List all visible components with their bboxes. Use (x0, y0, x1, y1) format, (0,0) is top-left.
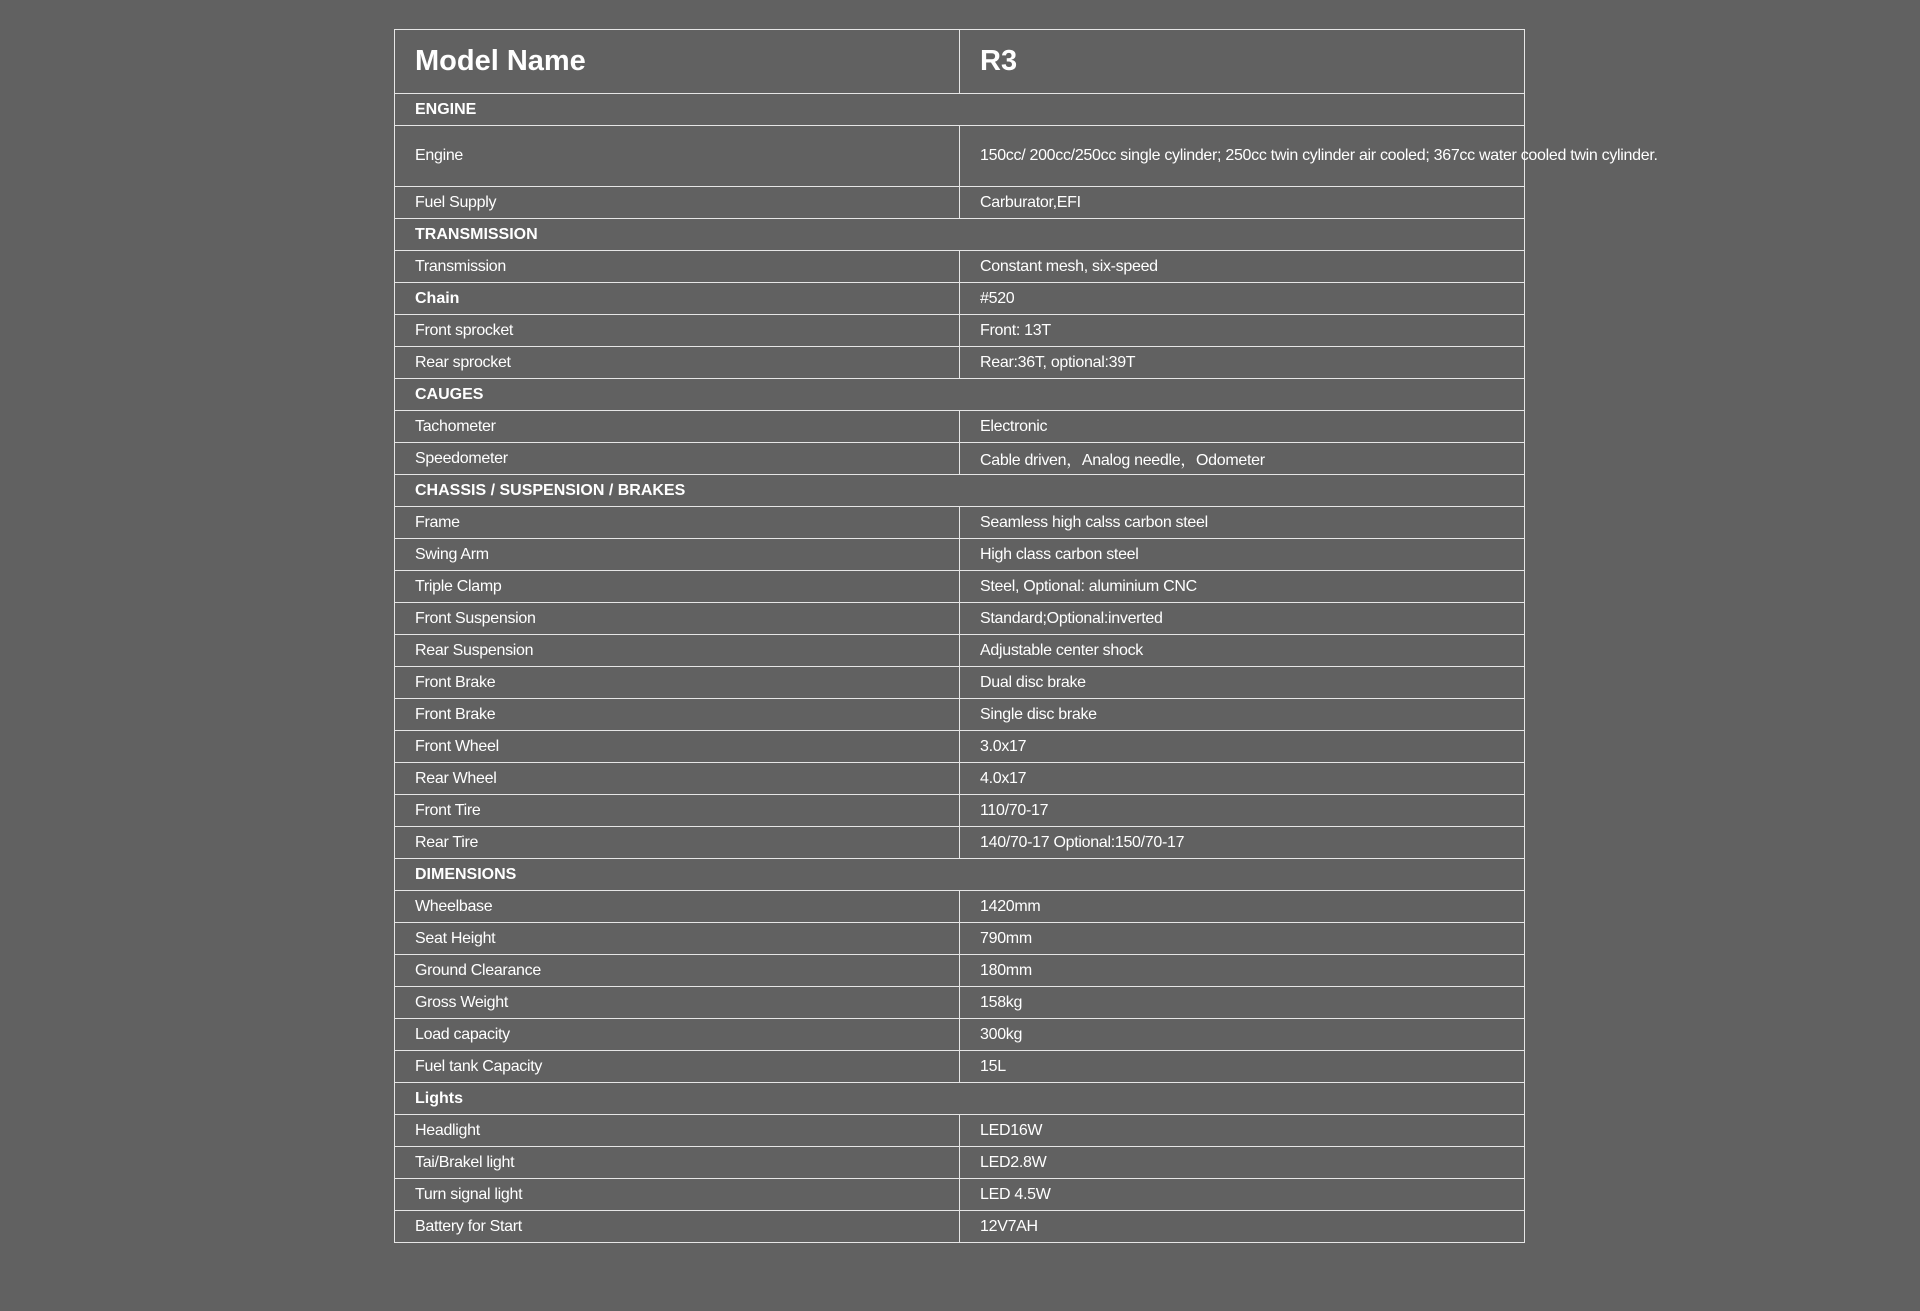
section-header-row (395, 379, 1525, 411)
spec-row (395, 1051, 1525, 1083)
spec-label: Frame (395, 507, 960, 539)
spec-row (395, 1211, 1525, 1243)
spec-row (395, 283, 1525, 315)
spec-row (395, 571, 1525, 603)
spec-value: 790mm (960, 923, 1525, 955)
section-title: CHASSIS / SUSPENSION / BRAKES (395, 475, 1525, 507)
spec-value: Seamless high calss carbon steel (960, 507, 1525, 539)
section-title: TRANSMISSION (395, 219, 1525, 251)
model-name-value: R3 (960, 30, 1525, 94)
spec-label: Front Brake (395, 699, 960, 731)
spec-row (395, 667, 1525, 699)
section-header-row (395, 859, 1525, 891)
spec-row (395, 699, 1525, 731)
spec-label: Gross Weight (395, 987, 960, 1019)
spec-row (395, 603, 1525, 635)
spec-row (395, 347, 1525, 379)
spec-value: LED 4.5W (960, 1179, 1525, 1211)
spec-label: Front Tire (395, 795, 960, 827)
spec-row (395, 126, 1525, 187)
spec-row (395, 763, 1525, 795)
spec-label: Front Brake (395, 667, 960, 699)
spec-value: 158kg (960, 987, 1525, 1019)
spec-label: Battery for Start (395, 1211, 960, 1243)
spec-label: Speedometer (395, 443, 960, 475)
spec-row (395, 315, 1525, 347)
spec-value: 150cc/ 200cc/250cc single cylinder; 250cc twin cylinder air cooled; 367cc water cooled twin cylinder. (960, 126, 1525, 187)
spec-value: 12V7AH (960, 1211, 1525, 1243)
spec-table (394, 29, 1658, 1243)
spec-value: Front: 13T (960, 315, 1525, 347)
spec-row (395, 411, 1525, 443)
spec-value: Constant mesh, six-speed (960, 251, 1525, 283)
spec-row (395, 1115, 1525, 1147)
spec-row (395, 507, 1525, 539)
section-title: Lights (395, 1083, 1525, 1115)
spec-row (395, 187, 1525, 219)
spec-label: Engine (395, 126, 960, 187)
spec-value: Dual disc brake (960, 667, 1525, 699)
spec-row (395, 987, 1525, 1019)
spec-row (395, 1179, 1525, 1211)
spec-row (395, 731, 1525, 763)
spec-label: Rear Wheel (395, 763, 960, 795)
model-name-row (395, 30, 1525, 94)
spec-value: LED16W (960, 1115, 1525, 1147)
model-name-label: Model Name (395, 30, 960, 94)
spec-value: Cable driven，Analog needle，Odometer (960, 443, 1525, 475)
spec-row (395, 923, 1525, 955)
spec-label: Fuel tank Capacity (395, 1051, 960, 1083)
spec-label: Tai/Brakel light (395, 1147, 960, 1179)
spec-value: 300kg (960, 1019, 1525, 1051)
spec-value: 15L (960, 1051, 1525, 1083)
section-header-row (395, 1083, 1525, 1115)
spec-label: Rear Tire (395, 827, 960, 859)
spec-label: Fuel Supply (395, 187, 960, 219)
spec-row (395, 635, 1525, 667)
spec-label: Swing Arm (395, 539, 960, 571)
spec-value: Carburator,EFI (960, 187, 1525, 219)
spec-label: Wheelbase (395, 891, 960, 923)
section-header-row (395, 94, 1525, 126)
spec-label: Ground Clearance (395, 955, 960, 987)
spec-value: Adjustable center shock (960, 635, 1525, 667)
spec-value: 180mm (960, 955, 1525, 987)
spec-label: Triple Clamp (395, 571, 960, 603)
spec-value: 4.0x17 (960, 763, 1525, 795)
spec-label: Front sprocket (395, 315, 960, 347)
spec-label: Tachometer (395, 411, 960, 443)
spec-label: Headlight (395, 1115, 960, 1147)
spec-value: Single disc brake (960, 699, 1525, 731)
spec-label: Front Suspension (395, 603, 960, 635)
spec-value: 3.0x17 (960, 731, 1525, 763)
section-header-row (395, 475, 1525, 507)
spec-value: Electronic (960, 411, 1525, 443)
spec-row (395, 539, 1525, 571)
spec-value: 110/70-17 (960, 795, 1525, 827)
section-header-row (395, 219, 1525, 251)
section-title: DIMENSIONS (395, 859, 1525, 891)
spec-label: Seat Height (395, 923, 960, 955)
spec-label: Front Wheel (395, 731, 960, 763)
spec-row (395, 443, 1525, 475)
spec-label: Transmission (395, 251, 960, 283)
spec-row (395, 1019, 1525, 1051)
spec-row (395, 795, 1525, 827)
spec-value: Rear:36T, optional:39T (960, 347, 1525, 379)
spec-value: #520 (960, 283, 1525, 315)
spec-value: LED2.8W (960, 1147, 1525, 1179)
spec-table-body (395, 30, 1658, 1243)
spec-label: Turn signal light (395, 1179, 960, 1211)
spec-value: Standard;Optional:inverted (960, 603, 1525, 635)
spec-row (395, 1147, 1525, 1179)
spec-label: Rear sprocket (395, 347, 960, 379)
spec-label: Load capacity (395, 1019, 960, 1051)
section-title: ENGINE (395, 94, 1525, 126)
spec-value: High class carbon steel (960, 539, 1525, 571)
spec-label: Rear Suspension (395, 635, 960, 667)
spec-label: Chain (395, 283, 960, 315)
spec-row (395, 891, 1525, 923)
spec-row (395, 955, 1525, 987)
spec-row (395, 827, 1525, 859)
spec-row (395, 251, 1525, 283)
section-title: CAUGES (395, 379, 1525, 411)
spec-value: 1420mm (960, 891, 1525, 923)
spec-value: 140/70-17 Optional:150/70-17 (960, 827, 1525, 859)
spec-value: Steel, Optional: aluminium CNC (960, 571, 1525, 603)
